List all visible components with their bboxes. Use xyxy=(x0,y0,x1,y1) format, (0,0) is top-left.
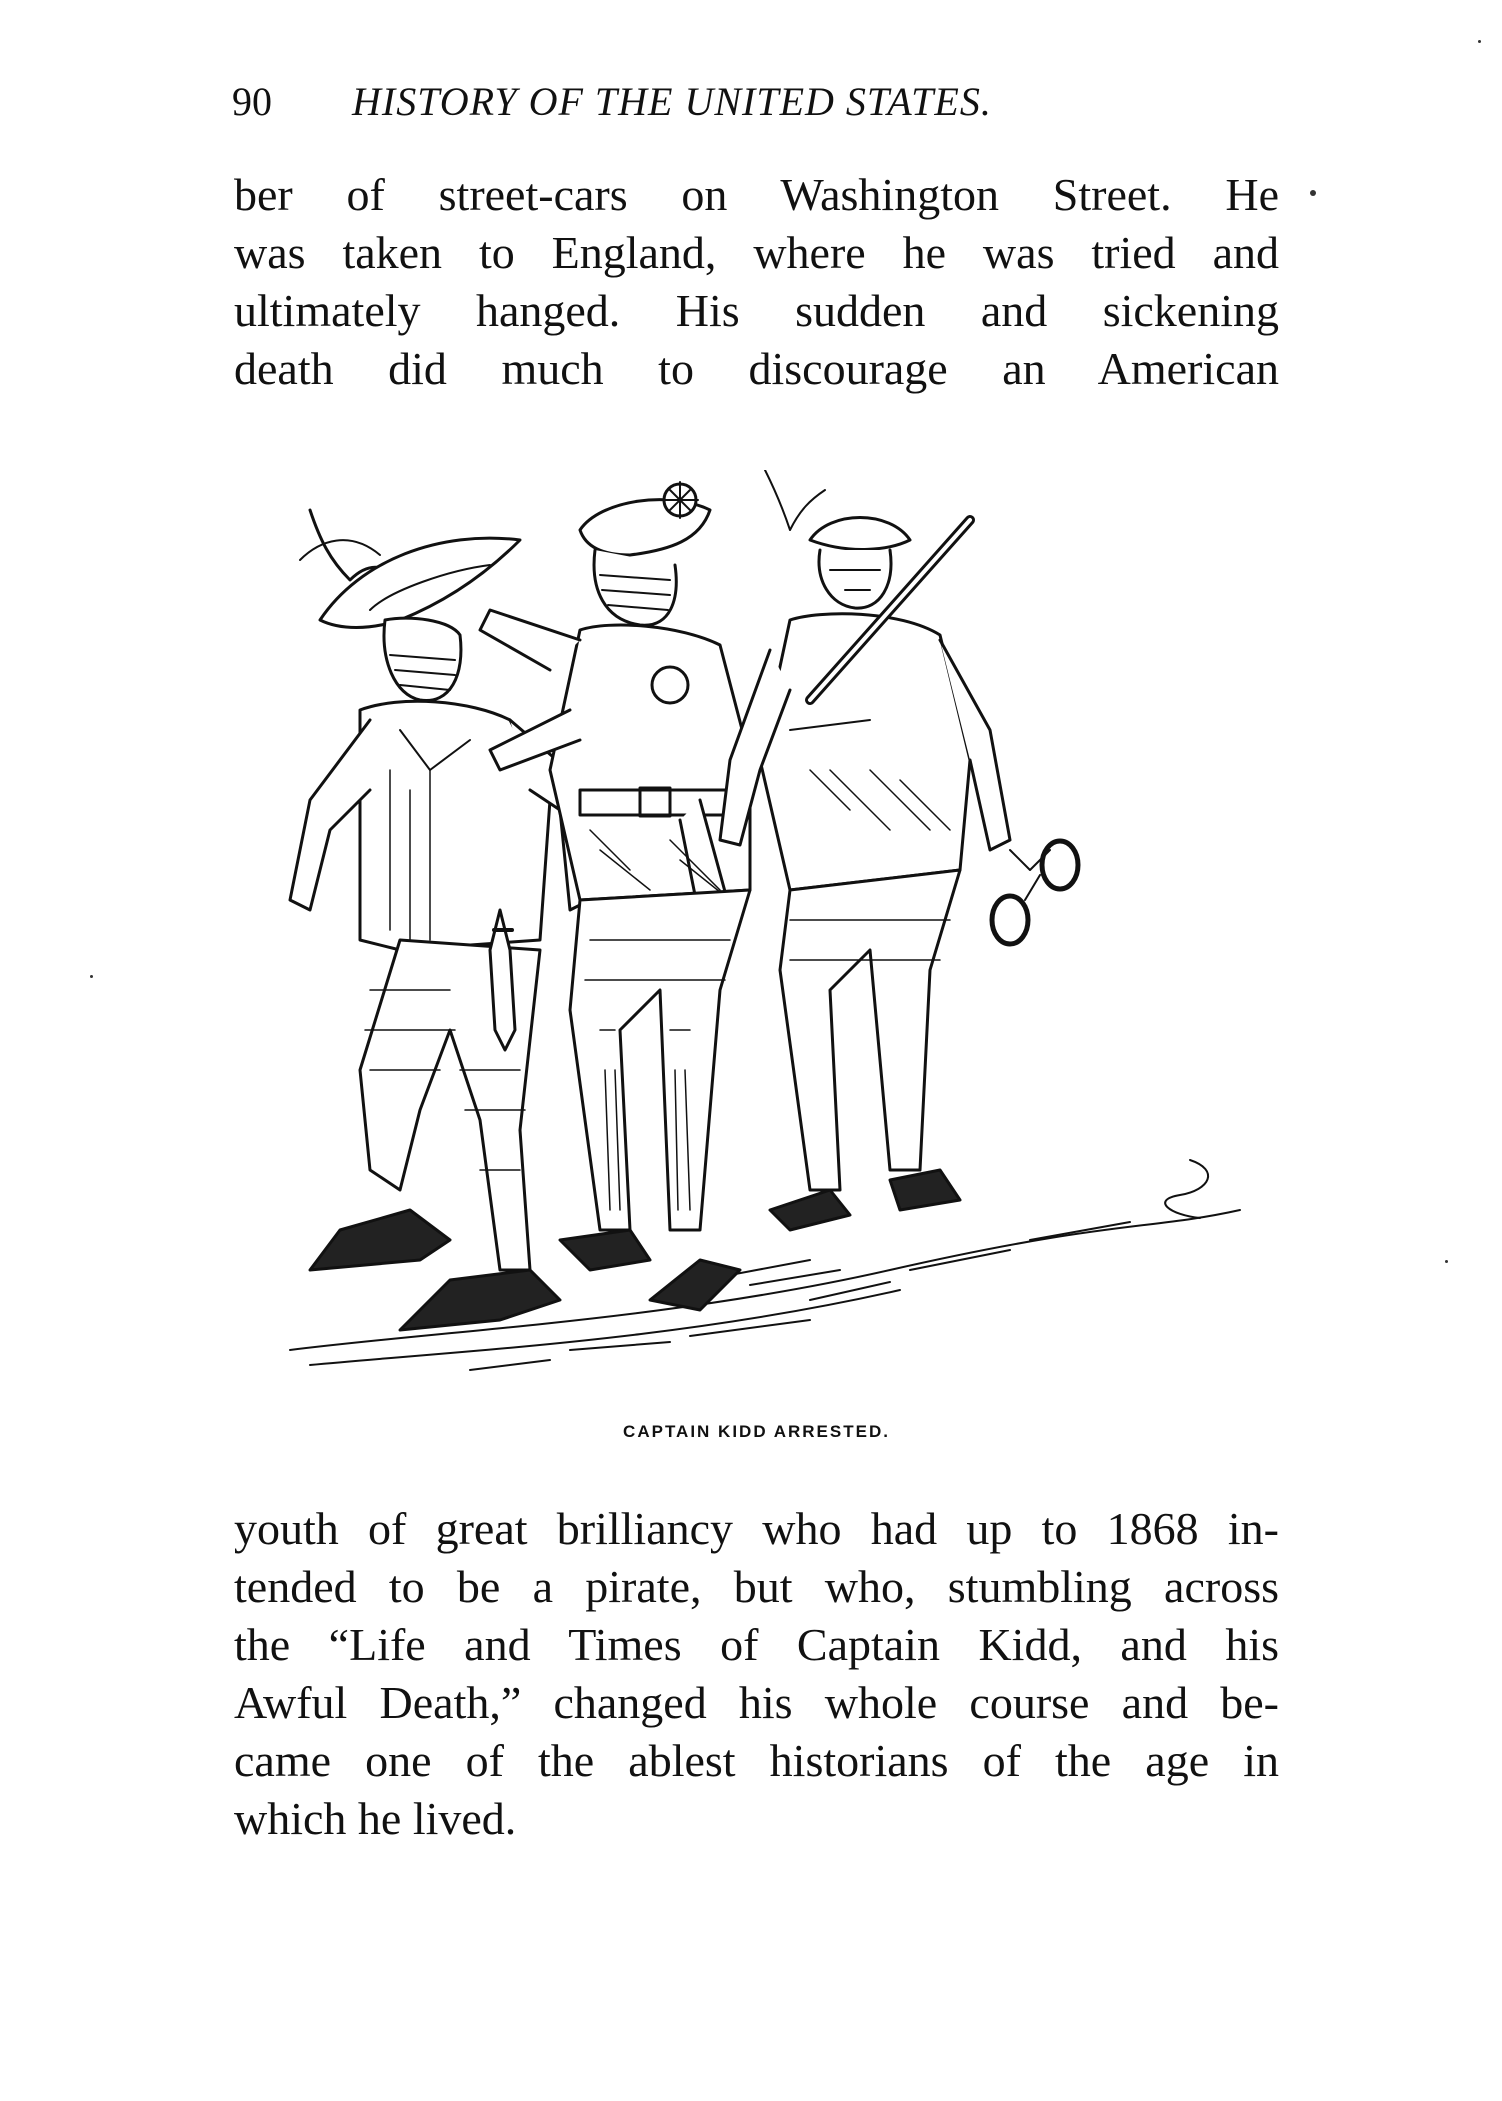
text-line: came one of the ablest historians of the age in xyxy=(234,1735,1279,1786)
print-speck xyxy=(1310,190,1316,196)
text-line: youth of great brilliancy who had up to 1868 in- xyxy=(234,1503,1279,1554)
running-head xyxy=(232,78,1132,126)
text-line: the “Life and Times of Captain Kidd, and his xyxy=(234,1619,1279,1670)
figure-caption: CAPTAIN KIDD ARRESTED. xyxy=(623,1422,890,1441)
print-speck xyxy=(1478,40,1481,43)
page-number: 90 xyxy=(232,79,272,124)
print-speck xyxy=(90,975,93,978)
text-line: was taken to England, where he was tried and xyxy=(234,227,1279,278)
print-speck xyxy=(1445,1260,1448,1263)
text-line: ultimately hanged. His sudden and sickening xyxy=(234,285,1279,336)
text-line: tended to be a pirate, but who, stumbling across xyxy=(234,1561,1279,1612)
paragraph-bottom xyxy=(234,1500,1279,1848)
paragraph-top xyxy=(234,166,1279,398)
text-line: which he lived. xyxy=(234,1793,517,1844)
illustration-captain-kidd-arrested xyxy=(250,470,1280,1390)
text-line: ber of street-cars on Washington Street. He xyxy=(234,169,1279,220)
watchman-figure xyxy=(720,470,1078,1230)
text-line: Awful Death,” changed his whole course and be- xyxy=(234,1677,1279,1728)
running-title: HISTORY OF THE UNITED STATES. xyxy=(352,79,992,124)
text-line: death did much to discourage an American xyxy=(234,343,1279,394)
ground-hatching xyxy=(290,1160,1240,1370)
